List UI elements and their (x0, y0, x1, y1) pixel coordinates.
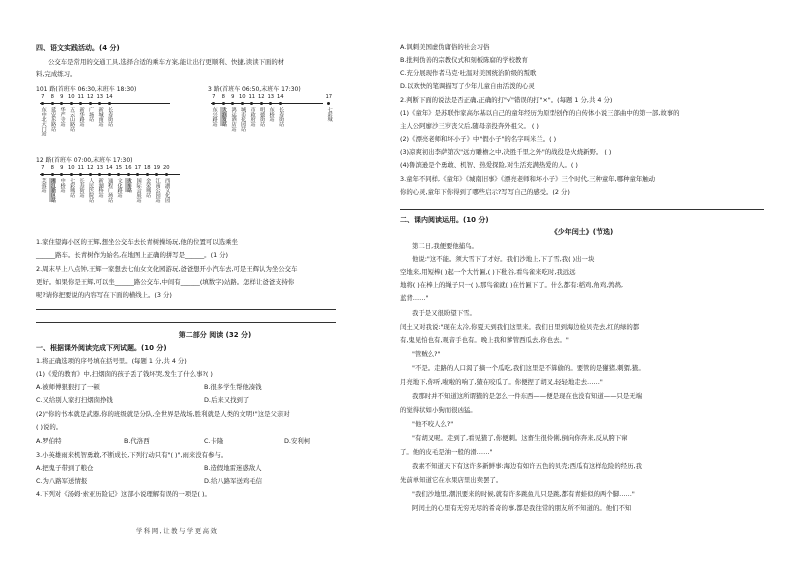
judge-2: (2)《漂亮老师和坏小子》中"假小子"的名字叫米兰。( ) (400, 135, 557, 143)
route-101-stop (38, 95, 48, 136)
stop-number: 12 (257, 94, 265, 100)
stop-number: 16 (124, 165, 132, 171)
stop-dot-icon (212, 102, 215, 105)
route-101-stop (86, 95, 96, 136)
option-c: C.充分展现作者马克·吐温对美国统治阶级的叛歌 (400, 69, 537, 77)
passage-line-2: 他说:"这不能。须大雪下了才好。我们沙地上,下了雪,我( )出一块 (412, 255, 595, 263)
option-b: B.批判伪善的宗教仪式和刻板陈腐的学校教育 (400, 56, 528, 64)
q4-text: 4.下列对《汤姆·索亚历险记》这部小说理解有误的一项是( )。 (36, 490, 211, 498)
stop-number: 13 (96, 165, 104, 171)
stop-dot-icon (108, 173, 111, 176)
stop-name: 华严寺站 (59, 107, 66, 127)
reflect-a: 3.童年不同样,《童年》《城南旧事》《漂亮老师和坏小子》三个时代,三种童年,哪种童年触动 (400, 175, 656, 183)
sec2-title: 二、课内阅读运用。(10 分) (400, 216, 489, 224)
stop-dot-icon (51, 173, 54, 176)
stop-name: 七彩城 (326, 107, 333, 122)
stop-number: 7 (41, 165, 45, 171)
passage-line-14: "他不咬人么?" (412, 420, 454, 428)
q3-option-c: C.为八路军送情报 (36, 477, 88, 485)
stop-number: 9 (60, 165, 64, 171)
stop-number: 10 (238, 94, 246, 100)
stop-dot-icon (108, 102, 111, 105)
judge-3: (3)凉爽初出李萨第次"远方雕檐之中,决胜千里之外"的战役是火烧新野。 ( ) (400, 148, 612, 156)
stop-number: 17 (134, 165, 142, 171)
route-12-stop (67, 166, 77, 202)
stop-name: 城市花园站 (240, 107, 247, 132)
passage-line-12: 我那时并不知道这所谓猹的是怎么一件东西——便是现在也没有知道——只是无端 (412, 392, 643, 400)
route-101-label: 101 路(首班车 06:30,末班车 18:30) (36, 86, 137, 93)
stop-number: 12 (86, 94, 94, 100)
stop-number: 14 (105, 94, 113, 100)
q2-option-c: C.卡隆 (204, 437, 224, 445)
stop-number: 7 (212, 94, 216, 100)
stop-name: 七彩城站 (69, 178, 76, 198)
route-101-stop (76, 95, 86, 136)
stop-name: 新城南站 (97, 107, 104, 127)
route-101-stop (48, 95, 58, 136)
route-12-stop (105, 166, 115, 202)
passage-line-1: 第二日,我便要他捕鸟。 (412, 242, 478, 250)
route-12-stop (95, 166, 105, 202)
route-12-stop (76, 166, 86, 202)
q-intro: 1.将正确选项的序号填在括号里。(每题 1 分,共 4 分) (36, 357, 187, 365)
part2-title: 第二部分 阅读 (32 分) (178, 331, 252, 339)
passage-line-19: "我们沙地里,潮汛要来的时候,就有许多跳鱼儿只是跳,都有青蛙似的两个脚……" (412, 490, 635, 498)
stop-number: 20 (162, 165, 170, 171)
q3-text: 3.小英雄雨来机智勇敢,不断成长,下列行动只有"( )",雨来没有参与。 (36, 451, 228, 459)
stop-number: 11 (77, 94, 85, 100)
stop-name: 通程广场站 (107, 178, 114, 203)
route-3-stop (209, 95, 219, 131)
stop-dot-icon (41, 102, 44, 105)
stop-name: 市政府站 (249, 107, 256, 127)
stop-number: 12 (86, 165, 94, 171)
q1-option-a: A.被师傅狠狠打了一顿 (36, 383, 100, 391)
route-12-stop (133, 166, 143, 202)
stop-name: 新华路站 (78, 107, 85, 127)
stop-name: 长寿街站 (107, 107, 114, 127)
stop-number: 18 (143, 165, 151, 171)
q1-text: (1)《爱的教育》中,扫烟囱的孩子丢了钱坏哭,发生了什么事?( ) (36, 370, 213, 378)
intro-line-2: 料,完成练习。 (36, 70, 77, 78)
page-footer: 学科网,让教与学更高效 (136, 527, 219, 535)
q3-option-b: B.造假地雷迷惑敌人 (204, 464, 262, 472)
stop-number: 19 (153, 165, 161, 171)
stop-name: 东兴路站 (211, 107, 218, 127)
route-12-label: 12 路(首班车 07:00,末班车 17:30) (36, 157, 133, 164)
stop-name: 长寿街站 (78, 178, 85, 198)
route-12-stop (48, 166, 58, 202)
passage-line-13: 的觉得状如小狗而很凶猛。 (400, 406, 477, 414)
passage-line-18: 先前单知道它在水果店里出卖罢了。 (400, 476, 503, 484)
stop-number: 8 (221, 94, 225, 100)
route-3-stop (276, 95, 286, 131)
route-101-stops (38, 95, 114, 136)
stop-name: 大润发站 (221, 107, 228, 127)
option-a: A.讽刺美国虚伪庸俗的社会习俗 (400, 43, 490, 51)
judge-4: (4)鲁滨逊是个勇敢、机智、热爱探险,对生活充满热爱的人。( ) (400, 161, 578, 169)
route-3-label: 3 路(首班车 06:50,末班车 17:30) (208, 86, 301, 93)
stop-name: 明德街站 (259, 107, 266, 127)
route-3-stop (247, 95, 257, 131)
route-101-stop (95, 95, 105, 136)
passage-title: 《少年闰土》(节选) (550, 228, 614, 236)
route-12-stop (114, 166, 124, 202)
stop-dot-icon (250, 102, 253, 105)
q2-text-1: (2)"你的书本就是武器,你的班级就是分队,全世界是战场,胜利就是人类的文明!"这是父亲对 (36, 410, 290, 418)
stop-name: 人民医院站 (88, 178, 95, 203)
stop-number: 17 (325, 94, 333, 100)
stop-dot-icon (155, 173, 158, 176)
q3-option-a: A.把鬼子带到了粮仓 (36, 464, 94, 472)
stop-dot-icon (279, 102, 282, 105)
route-12-stop (124, 166, 134, 202)
route-3-stop (219, 95, 229, 131)
intro-line-1: 公交车是常用的交通工具,选择合适的乘车方案,能让出行更顺利、快捷,读读下面的材 (48, 58, 285, 66)
passage-line-6: 我于是又很盼望下雪。 (412, 309, 476, 317)
q2-line-b: 更好。如果你是王辉,可以坐______路公交车,中间有______(填数字)站路。怎样让爸爸支持你 (36, 278, 295, 286)
q2-text-2: ( )说的。 (36, 423, 63, 431)
stop-name: 文化路站 (116, 178, 123, 198)
stop-name: 新湖桥站 (97, 178, 104, 198)
q2-line-a: 2.周末早上八点钟,王辉一家想去七仙女文化园游玩,爸爸想开小汽车去,可是王辉认为坐公交车 (36, 265, 298, 273)
stop-dot-icon (79, 173, 82, 176)
route-12-stop (86, 166, 96, 202)
stop-dot-icon (231, 102, 234, 105)
route-3-stops (209, 95, 285, 131)
stop-dot-icon (79, 102, 82, 105)
stop-dot-icon (60, 102, 63, 105)
route-12-stop (38, 166, 48, 202)
stop-name: 湘江新区站 (50, 178, 57, 203)
stop-name: 西湖文化园 (164, 178, 171, 203)
stop-dot-icon (146, 173, 149, 176)
route-3-extra-stop (324, 95, 334, 121)
q1-line-b: ______路车。长青树作为始名,在地图上正确的拼写是______。(1 分) (36, 251, 229, 259)
reflect-b: 你的心灵,童年下你得到了哪些启示?写写自己的感受。(2 分) (400, 188, 570, 196)
stop-dot-icon (136, 173, 139, 176)
stop-number: 11 (77, 165, 85, 171)
route-3-extra-stop (324, 95, 334, 121)
stop-name: 长寿街站 (278, 107, 285, 127)
route-12-stop (57, 166, 67, 202)
stop-dot-icon (51, 102, 54, 105)
option-d: D.以欢快的笔调描写了少年儿童自由活泼的心灵 (400, 82, 535, 90)
stop-dot-icon (98, 173, 101, 176)
stop-number: 9 (231, 94, 235, 100)
sec1-title: 一、根据课外阅读完成下列试题。(10 分) (36, 344, 167, 352)
stop-dot-icon (327, 102, 330, 105)
stop-name: 鸿运酒店站 (230, 107, 237, 132)
stop-number: 7 (41, 94, 45, 100)
q3-option-d: D.给八路军送鸡毛信 (204, 477, 263, 485)
stop-dot-icon (260, 102, 263, 105)
judge-title: 2.判断下面的说法是否正确,正确的打"√"错误的打"×"。(每题 1 分,共 4 分) (400, 96, 613, 104)
stop-dot-icon (117, 173, 120, 176)
passage-line-20: 阿闰土的心里有无穷无尽的希奇的事,都是我往常的朋友所不知道的。他们不知 (412, 504, 632, 512)
q1-option-b: B.很多学生帮他凑钱 (204, 383, 262, 391)
judge-1b: 主人公阿廖沙三岁丧父后,随母亲投奔外祖父。 ( ) (400, 122, 539, 130)
route-101-stop (67, 95, 77, 136)
stop-dot-icon (70, 173, 73, 176)
stop-dot-icon (60, 173, 63, 176)
route-12-stop (143, 166, 153, 202)
stop-dot-icon (165, 173, 168, 176)
answer-line-2[interactable] (36, 322, 336, 323)
stop-number: 10 (67, 94, 75, 100)
stop-number: 8 (50, 165, 54, 171)
passage-line-17: 我素不知道天下有这许多新鲜事:海边有如许五色的贝壳;西瓜有这样危险的经历,我 (412, 462, 643, 470)
q2-option-b: B.代洛西 (124, 437, 150, 445)
stop-number: 15 (115, 165, 123, 171)
stop-number: 14 (276, 94, 284, 100)
stop-dot-icon (222, 102, 225, 105)
stop-number: 11 (248, 94, 256, 100)
passage-line-16: 了。他的皮毛是油一般的滑……" (400, 448, 493, 456)
stop-dot-icon (241, 102, 244, 105)
q2-option-d: D.安利柯 (284, 437, 311, 445)
stop-dot-icon (98, 102, 101, 105)
stop-name: 五云山路站 (69, 107, 76, 132)
stop-number: 13 (267, 94, 275, 100)
stop-name: 东中北大门站 (40, 107, 47, 136)
stop-name: 广场站 (88, 107, 95, 122)
passage-line-8: 有,鬼见怕也有,观音手也有。晚上我和爹管西瓜去,你也去。" (400, 336, 569, 344)
route-101-stop (105, 95, 115, 136)
route-3-stop (266, 95, 276, 131)
q1-option-c: C.又给别人家打扫烟囱挣钱 (36, 396, 113, 404)
q2-option-a: A.罗伯特 (36, 437, 62, 445)
stop-name: 中桥站 (59, 178, 66, 193)
stop-name: 国际会展站 (135, 178, 142, 203)
passage-line-15: "有胡叉呢。走到了,看见猹了,你便刺。这畜生很伶俐,倒向你奔来,反从胯下窜 (412, 434, 628, 442)
answer-line-1[interactable] (36, 309, 336, 310)
judge-1: (1)《童年》是苏联作家高尔基以自己的童年经历为原型创作的自传体小说三部曲中的第一部,故事的 (400, 109, 680, 117)
stop-name: 江南公园站 (154, 178, 161, 203)
passage-line-10: "不是。走路的人口渴了摘一个瓜吃,我们这里是不算偷的。要管的是獾猪,刺猬,猹。 (412, 364, 645, 372)
stop-name: 东桥站 (268, 107, 275, 122)
stop-number: 10 (67, 165, 75, 171)
route-3-stop (228, 95, 238, 131)
stop-dot-icon (41, 173, 44, 176)
passage-line-11: 月亮地下,你听,啦啦的响了,猹在咬瓜了。你便捏了胡叉,轻轻地走去……" (400, 378, 603, 386)
q1-line-a: 1.家住望海小区的王辉,想坐公交车去长青树操场玩,他的位置可以选乘坐 (36, 238, 238, 246)
stop-dot-icon (89, 173, 92, 176)
passage-line-9: "管贼么?" (412, 350, 441, 358)
q2-line-c: 呢?请你把要说的内容写在下面的横线上。(3 分) (36, 291, 172, 299)
passage-line-3: 空地来,用短棒( )起一个大竹匾,( )下秕谷,看鸟雀来吃时,我远远 (400, 268, 576, 276)
route-12-stops (38, 166, 171, 202)
stop-name: 芙蓉站 (40, 178, 47, 193)
stop-number: 8 (50, 94, 54, 100)
stop-dot-icon (70, 102, 73, 105)
stop-dot-icon (127, 173, 130, 176)
passage-line-7: 闰土又对我说:"现在太冷,你夏天到我们这里来。我们日里到海边检贝壳去,红的绿的都 (400, 323, 640, 331)
stop-dot-icon (269, 102, 272, 105)
route-3-stop (257, 95, 267, 131)
stop-number: 14 (105, 165, 113, 171)
route-101-stop (57, 95, 67, 136)
passage-line-5: 蓝背……" (400, 294, 429, 302)
stop-name: 金荣城站 (145, 178, 152, 198)
route-12-stop (162, 166, 172, 202)
stop-dot-icon (89, 102, 92, 105)
section4-title: 四、语文实践活动。(4 分) (36, 44, 120, 52)
stop-name: 延安东路站 (50, 107, 57, 132)
stop-number: 13 (96, 94, 104, 100)
passage-line-4: 地将( )在棒上的绳子只一( ),那鸟雀就( )在竹匾下了。什么都有:稻鸡,角鸡,鹁鸪, (400, 281, 624, 289)
route-12-stop (152, 166, 162, 202)
stop-name: 火车站 (126, 178, 133, 193)
q1-option-d: D.后来又找到了 (204, 396, 250, 404)
stop-number: 9 (60, 94, 64, 100)
reflect-answer-line[interactable] (400, 209, 764, 210)
route-3-stop (238, 95, 248, 131)
